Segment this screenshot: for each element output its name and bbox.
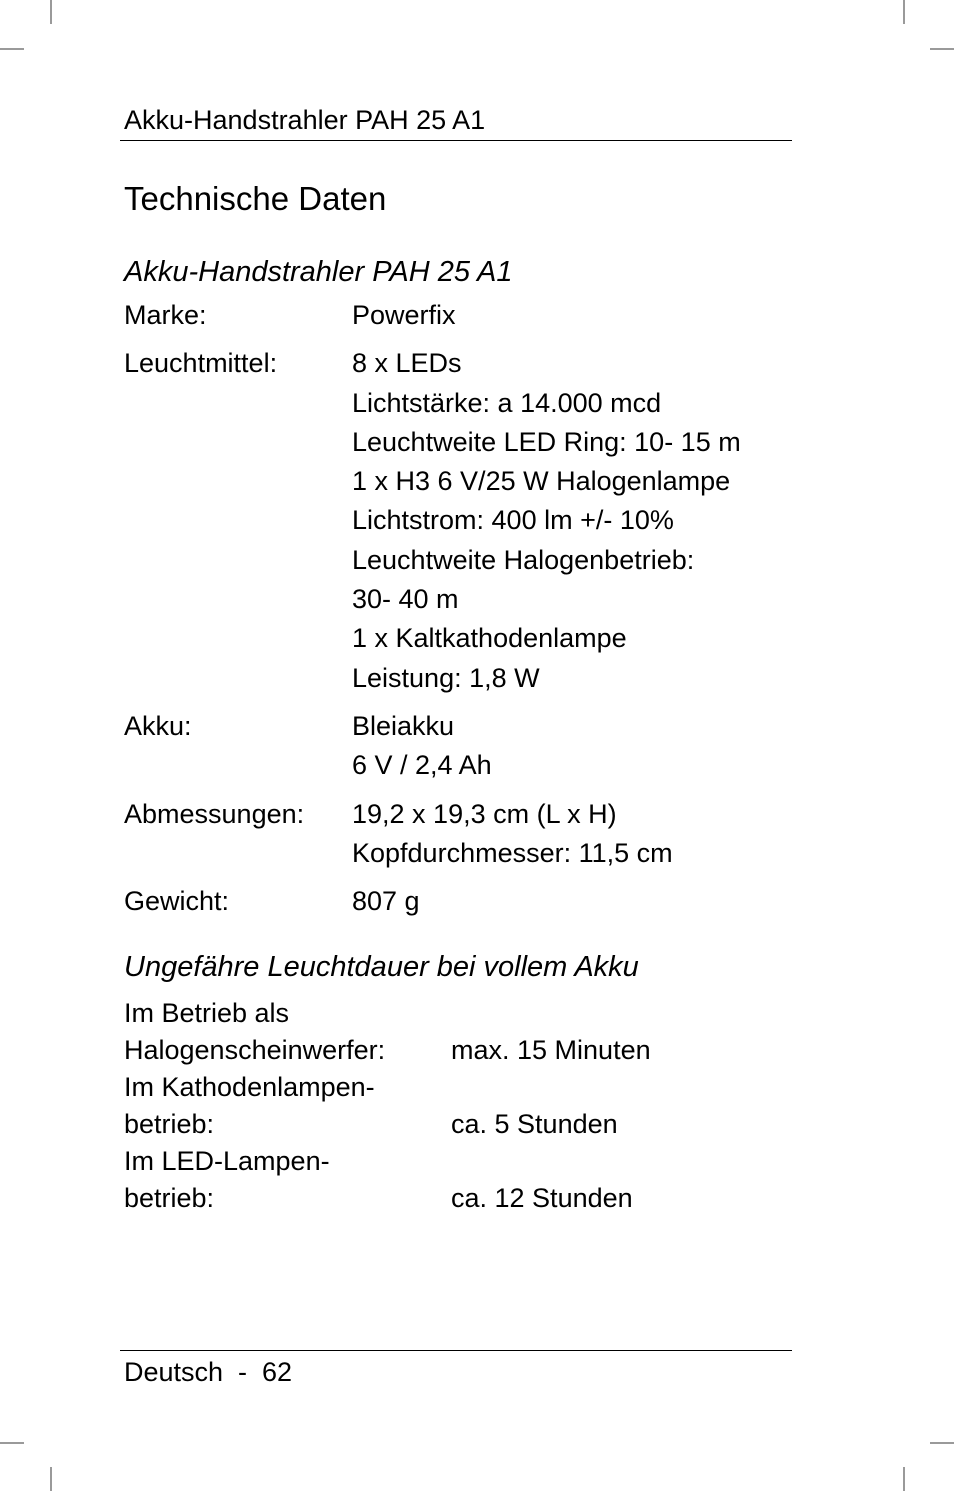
runtime-row	[124, 1143, 792, 1216]
crop-mark-top-left	[50, 0, 52, 24]
spec-value	[352, 707, 792, 786]
spec-value-line: Bleiakku	[352, 710, 455, 741]
spec-value-line: 30- 40 m	[352, 584, 459, 615]
crop-mark-bottom-right-h	[930, 1442, 954, 1444]
spec-value	[352, 795, 792, 874]
spec-label: Leuchtmittel:	[124, 348, 278, 379]
running-title: Akku-Handstrahler PAH 25 A1	[124, 105, 486, 135]
spec-row	[124, 344, 792, 698]
spec-value-line: 19,2 x 19,3 cm (L x H)	[352, 798, 617, 829]
spec-value-line: 1 x H3 6 V/25 W Halogenlampe	[352, 466, 731, 497]
spec-value-line: Lichtstrom: 400 lm +/- 10%	[352, 505, 674, 536]
runtime-label	[124, 1069, 451, 1142]
spec-value	[352, 882, 792, 921]
crop-mark-bottom-left-h	[0, 1442, 24, 1444]
runtime-row	[124, 1069, 792, 1142]
crop-mark-bottom-left	[50, 1467, 52, 1491]
spec-value-line: 6 V / 2,4 Ah	[352, 750, 492, 781]
spec-value-line: 8 x LEDs	[352, 348, 462, 379]
spec-value	[352, 296, 792, 335]
runtime-value: ca. 12 Stunden	[451, 1182, 633, 1213]
spec-row	[124, 882, 792, 921]
runtime-label-line: Im Kathodenlampen-	[124, 1072, 375, 1102]
runtime-label-line: Im Betrieb als	[124, 998, 290, 1028]
crop-mark-bottom-right	[903, 1467, 905, 1491]
crop-mark-top-right-h	[930, 48, 954, 50]
runtime-value: max. 15 Minuten	[451, 1034, 651, 1065]
spec-value-line: Leuchtweite LED Ring: 10- 15 m	[352, 426, 741, 457]
runtime-value: ca. 5 Stunden	[451, 1108, 618, 1139]
spec-table	[124, 296, 792, 930]
spec-row	[124, 296, 792, 335]
footer-rule	[120, 1350, 792, 1351]
spec-label: Marke:	[124, 300, 207, 330]
runtime-label-line: Halogenscheinwerfer:	[124, 1034, 386, 1065]
spec-value-line: Leistung: 1,8 W	[352, 662, 540, 693]
runtime-row	[124, 995, 792, 1068]
spec-row	[124, 795, 792, 874]
spec-label: Akku:	[124, 710, 192, 741]
runtime-label-line: betrieb:	[124, 1182, 215, 1213]
runtime-label-line: Im LED-Lampen-	[124, 1146, 330, 1176]
spec-heading: Akku-Handstrahler PAH 25 A1	[124, 256, 513, 288]
spec-value	[352, 344, 792, 698]
crop-mark-top-right	[903, 0, 905, 24]
section-title: Technische Daten	[124, 180, 387, 217]
runtime-label	[124, 1143, 451, 1216]
spec-value-line: 807 g	[352, 886, 420, 917]
spec-row	[124, 707, 792, 786]
spec-value-line: Powerfix	[352, 300, 456, 330]
crop-mark-top-left-h	[0, 48, 24, 50]
page-footer: Deutsch - 62	[124, 1357, 293, 1387]
spec-value-line: Lichtstärke: a 14.000 mcd	[352, 387, 662, 418]
spec-value-line: Kopfdurchmesser: 11,5 cm	[352, 837, 673, 868]
runtime-label	[124, 995, 451, 1068]
runtime-table	[124, 995, 792, 1217]
header-rule	[120, 140, 792, 141]
spec-value-line: Leuchtweite Halogenbetrieb:	[352, 544, 695, 575]
runtime-heading: Ungefähre Leuchtdauer bei vollem Akku	[124, 951, 639, 983]
spec-label: Abmessungen:	[124, 798, 305, 829]
spec-value-line: 1 x Kaltkathodenlampe	[352, 623, 627, 654]
spec-label: Gewicht:	[124, 886, 230, 917]
runtime-label-line: betrieb:	[124, 1108, 215, 1139]
